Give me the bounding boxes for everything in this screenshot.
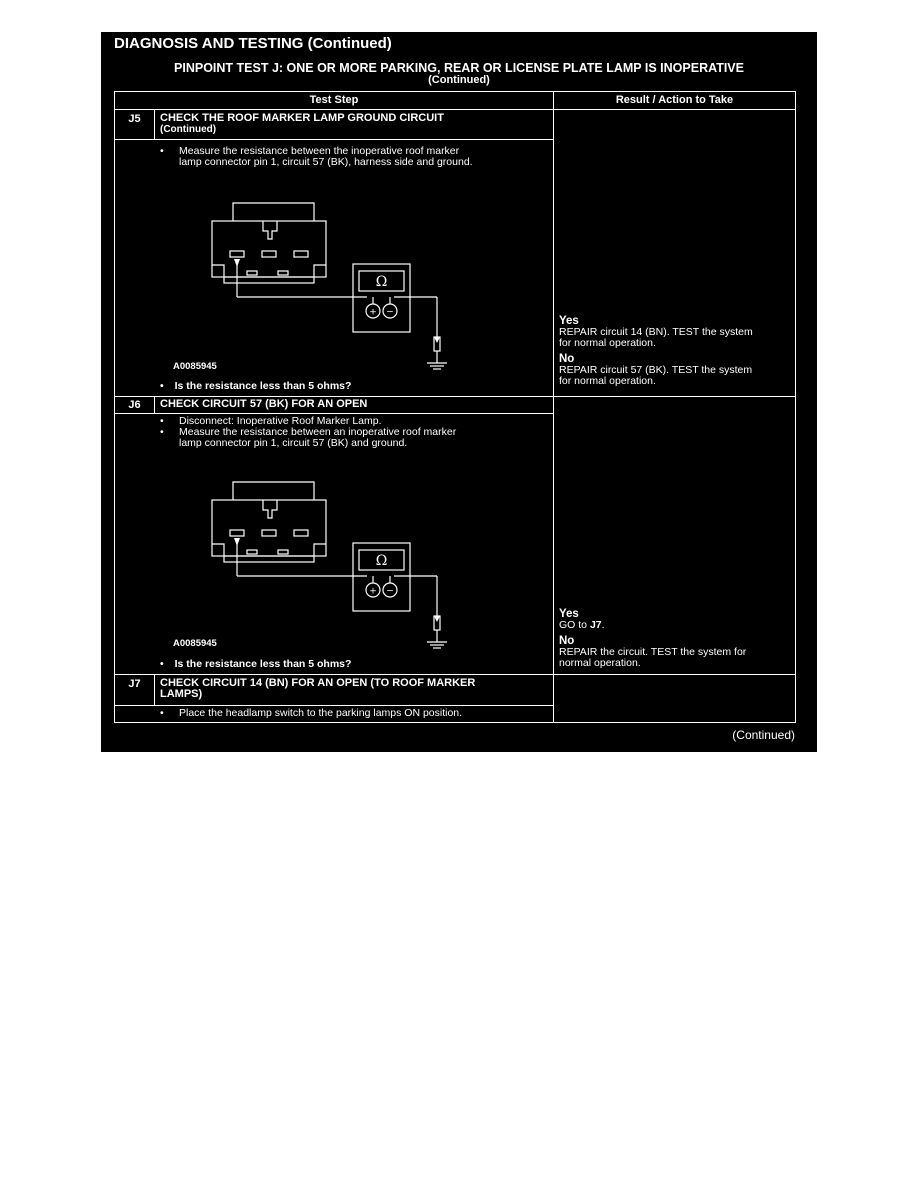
result-j6-yes-line1 [559, 620, 793, 631]
bullet-icon: • [160, 707, 164, 719]
step-j6-bullet-2-line2: lamp connector pin 1, circuit 57 (BK) and ground. [179, 437, 408, 449]
step-id-j5: J5 [114, 109, 155, 140]
step-title-j7-line2: LAMPS) [160, 688, 203, 700]
figure-id-j6: A0085945 [173, 638, 217, 649]
result-j6-no-line2: normal operation. [559, 657, 641, 669]
step-j6-question-text: Is the resistance less than 5 ohms? [174, 658, 352, 670]
continued-footer: (Continued) [732, 728, 795, 742]
negative-terminal-icon: − [386, 586, 394, 597]
step-j6-bullet-1-text: Disconnect: Inoperative Roof Marker Lamp. [179, 415, 382, 427]
column-header-test-step: Test Step [114, 91, 554, 110]
step-body-j7 [114, 705, 554, 723]
pinpoint-test-continued: (Continued) [428, 74, 490, 86]
bullet-icon: • [160, 426, 164, 438]
pinpoint-test-title: PINPOINT TEST J: ONE OR MORE PARKING, REAR OR LICENSE PLATE LAMP IS INOPERATIVE [174, 61, 744, 75]
result-j6-no-label: No [559, 635, 575, 647]
document-panel [101, 32, 817, 752]
step-title-j5 [154, 109, 554, 140]
negative-terminal-icon: − [386, 307, 394, 318]
result-j6-content [559, 608, 793, 669]
step-id-j6: J6 [114, 396, 155, 414]
result-j5-content [559, 315, 793, 387]
result-j5-no-line1: REPAIR circuit 57 (BK). TEST the system [559, 364, 753, 376]
column-header-result: Result / Action to Take [553, 91, 796, 110]
connector-ohmmeter-diagram-j5 [210, 187, 455, 372]
step-j5-bullet-1 [160, 146, 550, 168]
result-cell-j6 [553, 396, 796, 675]
step-title-j5-line2: (Continued) [160, 124, 217, 135]
section-title: DIAGNOSIS AND TESTING (Continued) [114, 35, 392, 52]
step-title-j6: CHECK CIRCUIT 57 (BK) FOR AN OPEN [154, 396, 554, 414]
step-id-j7: J7 [114, 674, 155, 706]
result-j5-no-line2: for normal operation. [559, 375, 656, 387]
ohm-symbol-icon: Ω [375, 274, 388, 290]
step-j5-question-text: Is the resistance less than 5 ohms? [174, 380, 352, 392]
result-j6-yes-label: Yes [559, 608, 579, 620]
bullet-icon: • [160, 145, 164, 157]
result-cell-j7 [553, 674, 796, 723]
bullet-icon: • [160, 380, 164, 392]
step-j7-bullet-1-text: Place the headlamp switch to the parking lamps ON position. [179, 707, 463, 719]
step-j6-bullet-2 [160, 427, 550, 449]
step-j5-question [160, 380, 351, 392]
result-j6-yes-end: . [601, 619, 605, 631]
step-body-j6 [114, 413, 554, 675]
result-j6-no-line1: REPAIR the circuit. TEST the system for [559, 646, 747, 658]
result-j5-yes-line1: REPAIR circuit 14 (BN). TEST the system [559, 326, 753, 338]
step-j6-question [160, 658, 351, 670]
connector-ohmmeter-diagram-j6 [210, 466, 455, 651]
result-j5-yes-label: Yes [559, 315, 579, 327]
step-j7-bullet-1 [160, 708, 550, 719]
bullet-icon: • [160, 658, 164, 670]
bullet-icon: • [160, 415, 164, 427]
step-title-j7-line1: CHECK CIRCUIT 14 (BN) FOR AN OPEN (TO ROOF MARKER [160, 677, 476, 689]
step-title-j7 [154, 674, 554, 706]
step-j5-bullet-1-line2: lamp connector pin 1, circuit 57 (BK), harness side and ground. [179, 156, 473, 168]
result-j6-yes-text: GO to [559, 619, 590, 631]
result-j5-no-label: No [559, 353, 575, 365]
step-body-j5 [114, 139, 554, 397]
result-j6-yes-link[interactable]: J7 [589, 619, 602, 631]
figure-id-j5: A0085945 [173, 361, 217, 372]
result-cell-j5 [553, 109, 796, 397]
positive-terminal-icon: + [369, 307, 377, 318]
ohm-symbol-icon: Ω [375, 553, 388, 569]
step-title-j5-line1: CHECK THE ROOF MARKER LAMP GROUND CIRCUIT [160, 112, 444, 124]
step-j5-bullet-1-line1: Measure the resistance between the inoperative roof marker [179, 145, 460, 157]
result-j5-yes-line2: for normal operation. [559, 337, 656, 349]
step-j6-bullet-2-line1: Measure the resistance between an inoperative roof marker [179, 426, 457, 438]
positive-terminal-icon: + [369, 586, 377, 597]
